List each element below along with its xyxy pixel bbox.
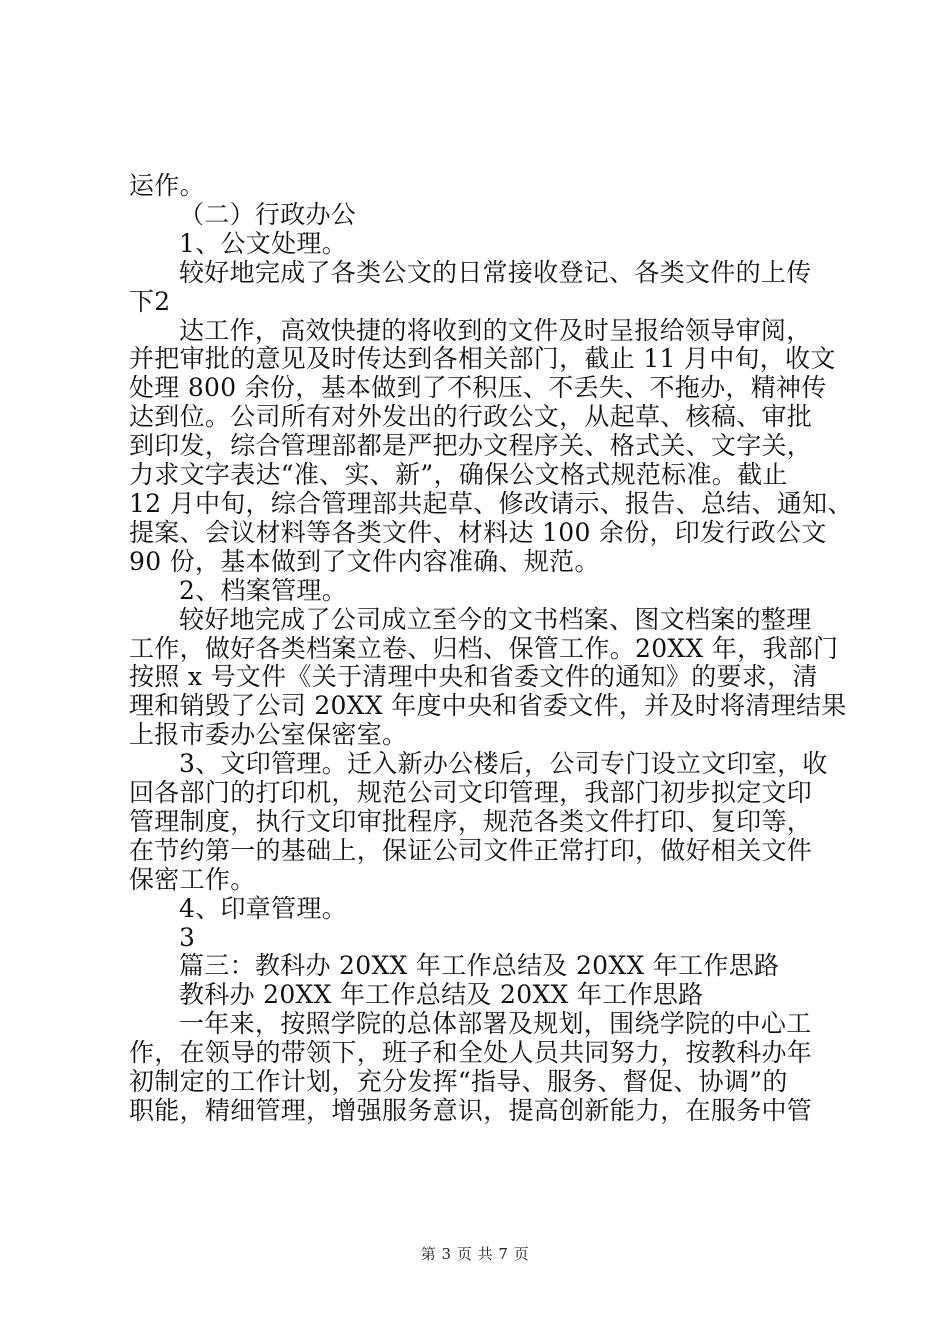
page-footer: 第 3 页 共 7 页 xyxy=(420,1245,530,1263)
text-line: 保密工作。 xyxy=(129,864,256,894)
text-line: 力求文字表达“准、实、新”，确保公文格式规范标准。截止 xyxy=(129,460,788,490)
text-line: 12 月中旬，综合管理部共起草、修改请示、报告、总结、通知、 xyxy=(129,488,853,518)
text-line: 并把审批的意见及时传达到各相关部门，截止 11 月中旬，收文 xyxy=(129,344,836,374)
document-body xyxy=(129,171,853,1126)
text-line: 下2 xyxy=(129,286,171,316)
text-line: 到印发，综合管理部都是严把办文程序关、格式关、文字关， xyxy=(129,431,813,461)
text-line: 一年来，按照学院的总体部署及规划，围绕学院的中心工 xyxy=(179,1009,812,1039)
text-line: 职能，精细管理，增强服务意识，提高创新能力，在服务中管 xyxy=(129,1096,813,1125)
text-line: 教科办 20XX 年工作总结及 20XX 年工作思路 xyxy=(179,980,704,1010)
text-line: 90 份，基本做到了文件内容准确、规范。 xyxy=(129,546,600,576)
text-line: 达到位。公司所有对外发出的行政公文，从起草、核稿、审批 xyxy=(129,402,813,432)
text-line: 2、档案管理。 xyxy=(179,575,348,605)
text-line: 较好地完成了公司成立至今的文书档案、图文档案的整理 xyxy=(179,604,812,634)
text-line: 3 xyxy=(179,922,196,952)
text-line: 工作，做好各类档案立卷、归档、保管工作。20XX 年，我部门 xyxy=(129,633,839,663)
text-line: 上报市委办公室保密室。 xyxy=(129,720,408,750)
text-line: 提案、会议材料等各类文件、材料达 100 余份，印发行政公文 xyxy=(129,517,827,547)
text-line: 作，在领导的带领下，班子和全处人员共同努力，按教科办年 xyxy=(129,1038,813,1068)
text-line: 回各部门的打印机，规范公司文印管理，我部门初步拟定文印 xyxy=(129,778,813,808)
text-line: 篇三：教科办 20XX 年工作总结及 20XX 年工作思路 xyxy=(179,951,780,981)
text-line: 运作。 xyxy=(129,171,205,200)
text-line: 初制定的工作计划，充分发挥“指导、服务、督促、协调”的 xyxy=(129,1067,788,1097)
text-line: 3、文印管理。迁入新办公楼后，公司专门设立文印室，收 xyxy=(179,749,828,779)
text-line: 按照 x 号文件《关于清理中央和省委文件的通知》的要求，清 xyxy=(129,662,818,692)
text-line: 达工作，高效快捷的将收到的文件及时呈报给领导审阅， xyxy=(179,315,812,345)
text-line: 理和销毁了公司 20XX 年度中央和省委文件，并及时将清理结果 xyxy=(129,691,847,721)
text-line: 4、印章管理。 xyxy=(179,893,348,923)
text-line: 在节约第一的基础上，保证公司文件正常打印，做好相关文件 xyxy=(129,835,813,865)
text-line: 1、公文处理。 xyxy=(179,228,348,258)
text-line: 管理制度，执行文印审批程序，规范各类文件打印、复印等， xyxy=(129,806,813,836)
text-line: 较好地完成了各类公文的日常接收登记、各类文件的上传 xyxy=(179,257,812,287)
text-line: （二）行政办公 xyxy=(179,199,357,229)
text-line: 处理 800 余份，基本做到了不积压、不丢失、不拖办，精神传 xyxy=(129,373,827,403)
